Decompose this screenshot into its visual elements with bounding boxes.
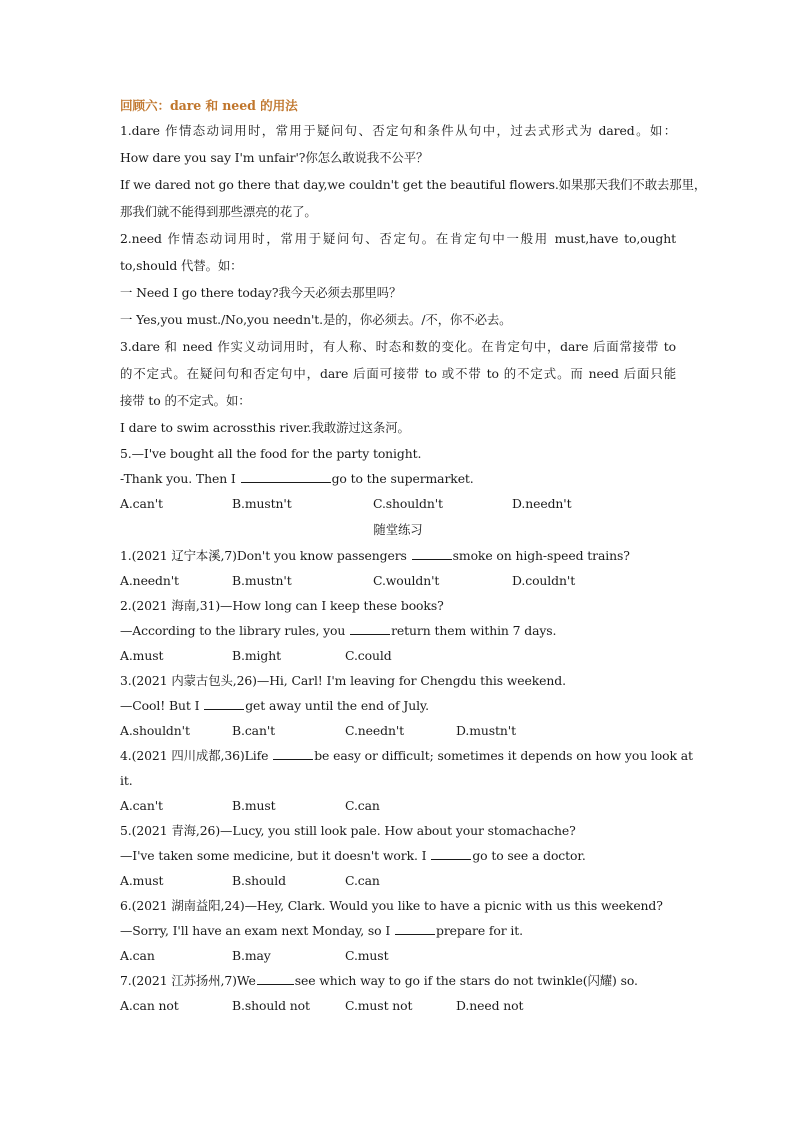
- q6-text-before: —Sorry, I'll have an exam next Monday, so I: [120, 923, 395, 938]
- practice-q1-options: [120, 568, 676, 593]
- review-line-8: 一 Yes,you must./No,you needn't.是的，你必须去。/不，你不必去。: [120, 312, 512, 327]
- option-b: B.should not: [232, 998, 310, 1013]
- practice-q1-stem: [120, 543, 676, 568]
- answer-blank: [431, 847, 471, 860]
- option-b: B.might: [232, 648, 281, 663]
- option-a: A.can: [120, 948, 155, 963]
- practice-q7-stem: [120, 968, 676, 993]
- review-line-1: 1.dare 作情态动词用时，常用于疑问句、否定句和条件从句中，过去式形式为 dared。如：: [120, 123, 676, 138]
- q7-text-before: 7.(2021 江苏扬州,7)We: [120, 973, 256, 988]
- practice-q6-line2: [120, 918, 676, 943]
- q1-text-after: smoke on high-speed trains?: [452, 548, 630, 563]
- review-line-5: 2.need 作情态动词用时，常用于疑问句、否定句。在肯定句中一般用 must,have to,ought: [120, 231, 676, 246]
- answer-blank: [350, 622, 390, 635]
- review-line-9: 3.dare 和 need 作实义动词用时，有人称、时态和数的变化。在肯定句中，dare 后面常接带 to: [120, 339, 676, 354]
- option-d: D.mustn't: [456, 723, 516, 738]
- q2-text-before: —According to the library rules, you: [120, 623, 350, 638]
- review-line-7: 一 Need I go there today?我今天必须去那里吗？: [120, 285, 402, 300]
- q5-text-after: go to the supermarket.: [331, 471, 474, 486]
- practice-q2-line2: [120, 618, 676, 643]
- answer-blank: [204, 697, 244, 710]
- q4-text-after: be easy or difficult; sometimes it depends on how you look at: [314, 748, 693, 763]
- option-b: B.may: [232, 948, 271, 963]
- answer-blank: [273, 747, 313, 760]
- q5-text-before: -Thank you. Then I: [120, 471, 240, 486]
- option-a: A.must: [120, 648, 164, 663]
- answer-blank: [412, 547, 452, 560]
- q3-text-before: —Cool! But I: [120, 698, 204, 713]
- practice-q4-stem: [120, 743, 693, 768]
- practice-q3-stem: 3.(2021 内蒙古包头,26)—Hi, Carl! I'm leaving for Chengdu this weekend.: [120, 673, 566, 688]
- practice-q6-options: [120, 943, 676, 968]
- document-page: [120, 94, 707, 1018]
- option-d: D.needn't: [512, 496, 572, 511]
- practice-title: 随堂练习: [373, 522, 423, 537]
- answer-blank: [257, 972, 294, 985]
- practice-q7-options: [120, 993, 676, 1018]
- option-d: D.need not: [456, 998, 524, 1013]
- q2-text-after: return them within 7 days.: [391, 623, 557, 638]
- review-line-2: How dare you say I'm unfair'?你怎么敢说我不公平？: [120, 150, 429, 165]
- practice-q5-stem: 5.(2021 青海,26)—Lucy, you still look pale. How about your stomachache?: [120, 823, 576, 838]
- option-c: C.could: [345, 648, 392, 663]
- answer-blank: [395, 922, 435, 935]
- q4-text-before: 4.(2021 四川成都,36)Life: [120, 748, 273, 763]
- option-a: A.must: [120, 873, 164, 888]
- option-a: A.can't: [120, 496, 163, 511]
- answer-blank: [241, 470, 331, 483]
- option-a: A.can't: [120, 798, 163, 813]
- q6-text-after: prepare for it.: [436, 923, 524, 938]
- option-b: B.must: [232, 798, 276, 813]
- practice-q3-options: [120, 718, 676, 743]
- option-b: B.mustn't: [232, 496, 292, 511]
- review-q5-options: [120, 491, 676, 516]
- practice-q5-line2: [120, 843, 676, 868]
- option-a: A.needn't: [120, 573, 179, 588]
- option-c: C.shouldn't: [373, 496, 443, 511]
- practice-q2-stem: 2.(2021 海南,31)—How long can I keep these books?: [120, 598, 444, 613]
- option-c: C.wouldn't: [373, 573, 440, 588]
- option-d: D.couldn't: [512, 573, 576, 588]
- q1-text-before: 1.(2021 辽宁本溪,7)Don't you know passengers: [120, 548, 411, 563]
- option-a: A.shouldn't: [120, 723, 190, 738]
- review-line-10: 的不定式。在疑问句和否定句中，dare 后面可接带 to 或不带 to 的不定式。而 need 后面只能: [120, 366, 676, 381]
- option-c: C.can: [345, 873, 380, 888]
- review-q5-line2: [120, 466, 676, 491]
- review-heading: 回顾六：dare 和 need 的用法: [120, 98, 298, 113]
- option-a: A.can not: [120, 998, 179, 1013]
- option-b: B.should: [232, 873, 286, 888]
- review-line-6: to,should 代替。如：: [120, 258, 243, 273]
- option-b: B.can't: [232, 723, 276, 738]
- practice-q3-line2: [120, 693, 676, 718]
- practice-q4-cont: it.: [120, 773, 133, 788]
- q3-text-after: get away until the end of July.: [245, 698, 430, 713]
- review-q5-stem: 5.—I've bought all the food for the party tonight.: [120, 446, 422, 461]
- practice-q2-options: [120, 643, 676, 668]
- option-c: C.must not: [345, 998, 413, 1013]
- review-line-3: If we dared not go there that day,we couldn't get the beautiful flowers.如果那天我们不敢去那里，: [120, 177, 707, 192]
- practice-q4-options: [120, 793, 676, 818]
- practice-q6-stem: 6.(2021 湖南益阳,24)—Hey, Clark. Would you like to have a picnic with us this weekend?: [120, 898, 663, 913]
- option-c: C.can: [345, 798, 380, 813]
- q7-text-after: see which way to go if the stars do not twinkle(闪耀) so.: [294, 973, 638, 988]
- option-c: C.must: [345, 948, 389, 963]
- q5-text-before: —I've taken some medicine, but it doesn't work. I: [120, 848, 431, 863]
- review-line-4: 那我们就不能得到那些漂亮的花了。: [120, 204, 317, 219]
- option-c: C.needn't: [345, 723, 405, 738]
- practice-q5-options: [120, 868, 676, 893]
- option-b: B.mustn't: [232, 573, 292, 588]
- review-line-12: I dare to swim acrossthis river.我敢游过这条河。: [120, 420, 410, 435]
- review-line-11: 接带 to 的不定式。如：: [120, 393, 251, 408]
- q5-text-after: go to see a doctor.: [472, 848, 586, 863]
